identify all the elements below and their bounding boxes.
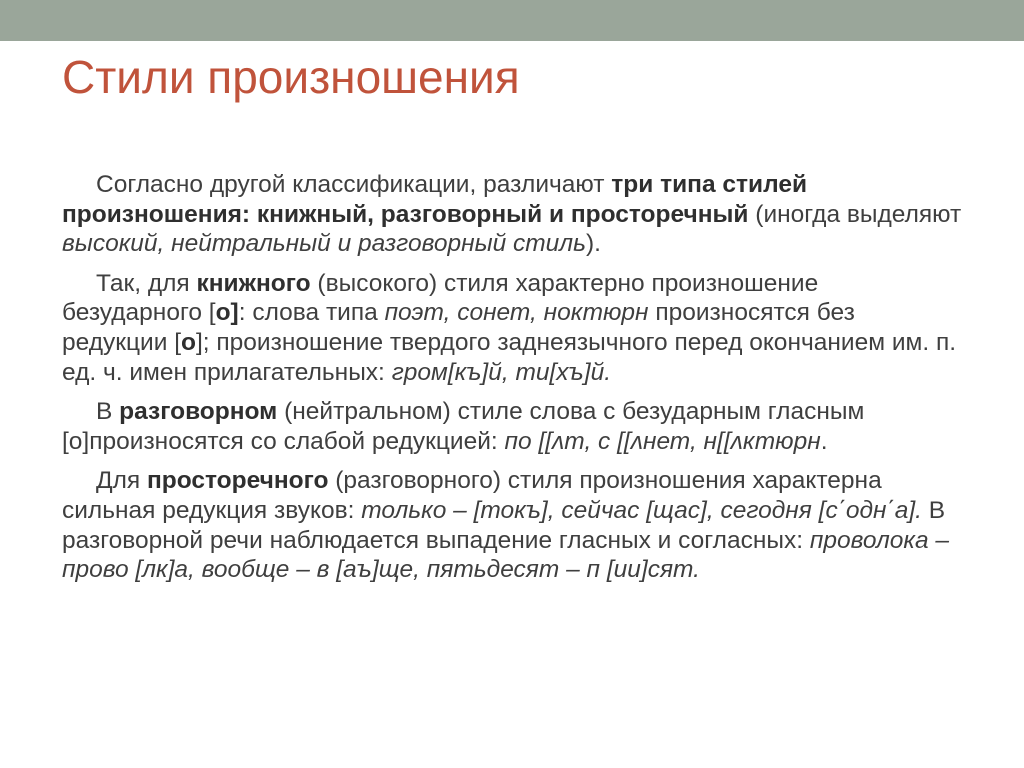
text-run: ). <box>586 230 601 258</box>
italic-text: по [[ʌт, с [[ʌнет, н[[ʌктюрн <box>504 427 821 455</box>
text-run: (нейтральном) стиле слова с безударным гласным [о]произносятся со слабой редукцией: <box>62 398 865 455</box>
text-run: Для <box>96 467 147 495</box>
bold-text: о <box>181 328 196 356</box>
italic-text: высокий, нейтральный и разговорный стиль <box>62 230 587 258</box>
text-run: произносятся без редукции [ <box>62 299 855 356</box>
text-run: Согласно другой классификации, различают <box>96 171 612 198</box>
italic-text: только – [токъ], сейчас [щас], сегодня [с΄одн΄а]. <box>361 496 922 524</box>
slide-body <box>62 170 962 595</box>
bold-text: три типа стилей произношения: книжный, разговорный и просторечный <box>62 171 808 228</box>
text-run: (иногда выделяют <box>748 200 962 228</box>
slide-title: Стили произношения <box>62 51 520 103</box>
paragraph-4 <box>62 466 962 584</box>
text-run: . <box>820 427 828 455</box>
text-run: В разговорной речи наблюдается выпадение гласных и согласных: <box>62 496 946 554</box>
text-run: В <box>96 398 120 426</box>
text-run: (высокого) стиля характерно произношение безударного [ <box>62 269 819 327</box>
bold-text: просторечного <box>146 467 329 495</box>
paragraph-2 <box>62 269 962 387</box>
top-bar <box>0 0 1024 41</box>
text-run: (разговорного) стиля произношения характерна сильная редукция звуков: <box>62 467 882 524</box>
italic-text: поэт, сонет, ноктюрн <box>384 299 649 327</box>
paragraph-3 <box>62 397 962 456</box>
paragraph-1 <box>62 170 962 259</box>
text-run: Так, для <box>96 269 197 297</box>
bold-text: разговорном <box>119 398 278 426</box>
italic-text: проволока – прово [лк]а, вообще – в [аъ]ще, пятьдесят – п [ии]сят. <box>62 526 950 584</box>
bold-text: о] <box>215 299 239 327</box>
text-run: : слова типа <box>238 299 385 327</box>
bold-text: книжного <box>196 269 311 297</box>
text-run: ]; произношение твердого заднеязычного перед окончанием им. п. ед. ч. имен прилагательных: <box>62 328 957 386</box>
italic-text: гром[къ]й, ти[хъ]й. <box>391 358 612 386</box>
